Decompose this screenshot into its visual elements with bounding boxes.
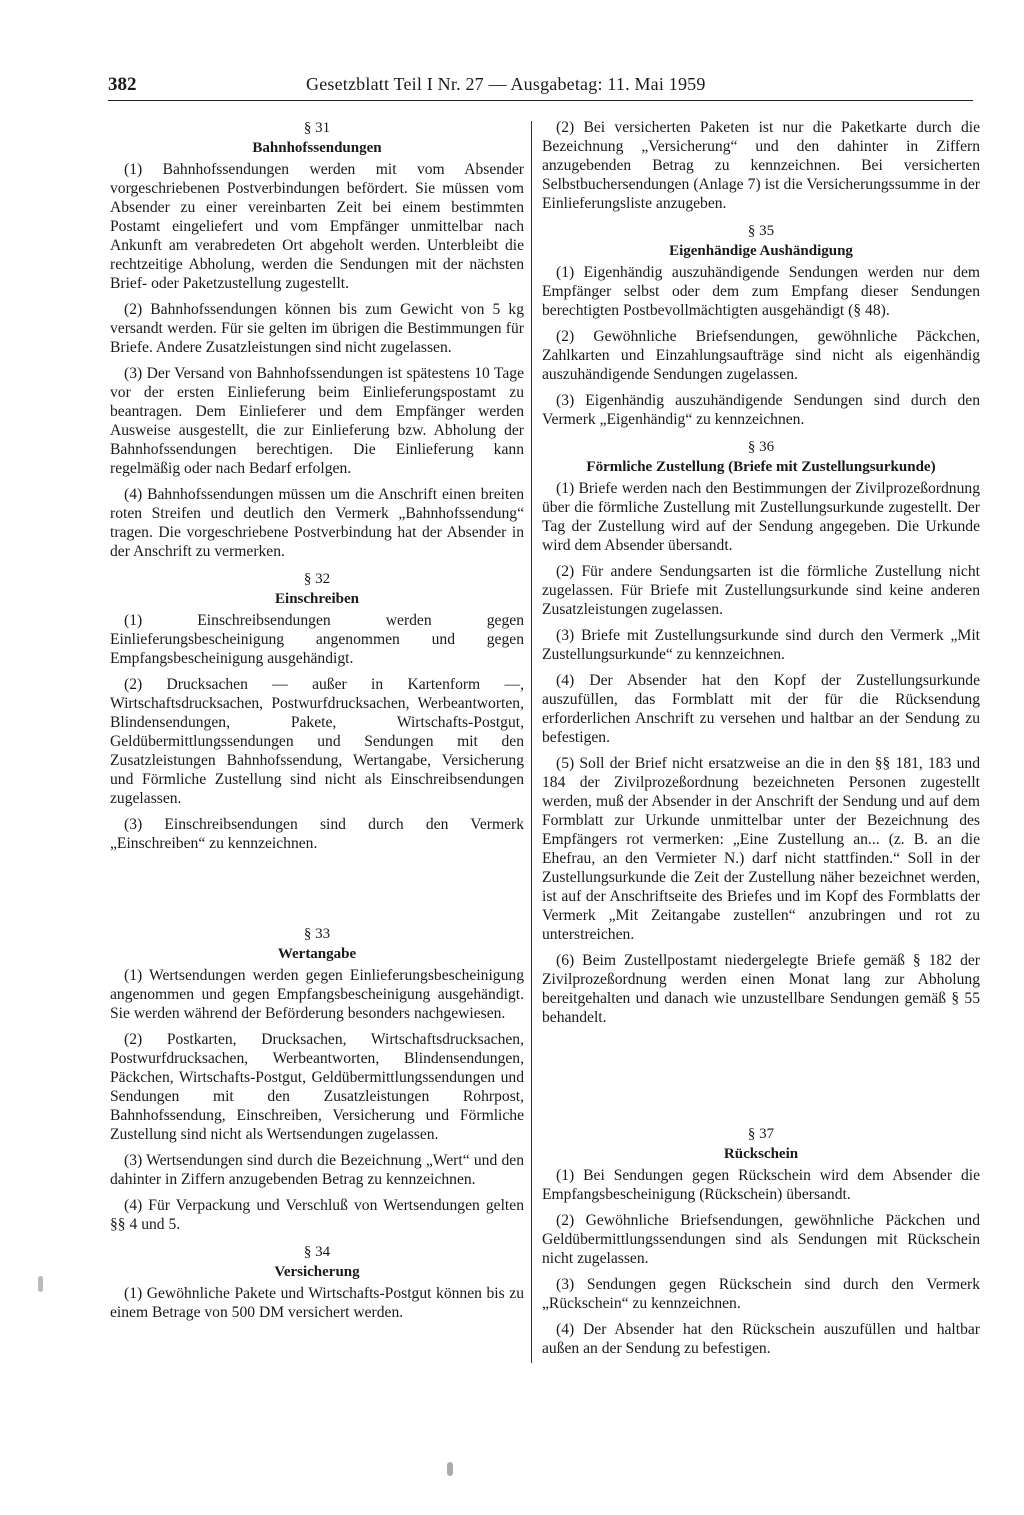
section-title: Rückschein [723,1146,799,1162]
paragraph: (3) Briefe mit Zustellungsurkunde sind durch den Vermerk „Mit Zustellungsurkunde“ zu kennzeichnen. [542,627,980,663]
section-title: Einschreiben [275,591,359,607]
paragraph: (1) Bei Sendungen gegen Rückschein wird dem Absender die Empfangsbescheinigung (Rückschein) übersandt. [542,1167,980,1203]
paragraph: (5) Soll der Brief nicht ersatzweise an die in den §§ 181, 183 und 184 der Zivilprozeßordnung bezeichneten Personen zugestellt werden, muß der Absender in der Anschrift der Sendung und auf dem Formblatt zur Urkunde unmittelbar unter der Bezeichnung des Empfängers rot vermerken: „Eine Zustellung an... (z. B. an die Ehefrau, an den Vermieter N.) darf nicht stattfinden.“ Soll in der Zustellungsurkunde die Zeit der Zustellung näher bezeichnet werden, ist auf der Anschriftseite des Briefes und im Kopf des Formblatts der Vermerk „Mit Zeitangabe zustellen“ anzubringen und rot zu unterstreichen. [542,755,980,943]
left-column [110,118,524,861]
section-31 [110,118,524,561]
paragraph: (2) Gewöhnliche Briefsendungen, gewöhnliche Päckchen, Zahlkarten und Einzahlungsaufträge sind nicht als eigenhändig auszuhändigende Sendungen zugelassen. [542,328,980,383]
section-37 [542,1124,980,1358]
paragraph: (3) Sendungen gegen Rückschein sind durch den Vermerk „Rückschein“ zu kennzeichnen. [542,1276,980,1312]
paragraph: (2) Bahnhofssendungen können bis zum Gewicht von 5 kg versandt werden. Für sie gelten im übrigen die Bestimmungen für Briefe. Andere Zusatzleistungen sind nicht zugelassen. [110,301,524,356]
section-title: Versicherung [274,1264,360,1280]
paragraph: (2) Bei versicherten Paketen ist nur die Paketkarte durch die Bezeichnung „Versicherung“ und den dahinter in Ziffern anzugebenden Betrag zu kennzeichnen. Bei versicherten Selbstbuchersendungen (Anlage 7) ist die Versicherungssumme in der Einlieferungsliste anzugeben. [542,119,980,212]
paragraph: (1) Briefe werden nach den Bestimmungen der Zivilprozeßordnung über die förmliche Zustellung mit Zustellungsurkunde zugestellt. Der Tag der Zustellung wird auf der Sendung angegeben. Die Urkunde wird dem Absender übersandt. [542,480,980,554]
section-title: Bahnhofssendungen [252,140,382,156]
paragraph: (2) Für andere Sendungsarten ist die förmliche Zustellung nicht zugelassen. Für Briefe mit Zustellungsurkunde sind keine anderen Zusatzleistungen zugelassen. [542,563,980,618]
section-title: Wertangabe [277,946,357,962]
section-title: Förmliche Zustellung (Briefe mit Zustellungsurkunde) [586,459,936,475]
page-number: 382 [108,74,137,95]
paragraph: (1) Eigenhändig auszuhändigende Sendungen werden nur dem Empfänger selbst oder dem zum Empfang dieser Sendungen berechtigten Postbevollmächtigten ausgehändigt (§ 48). [542,264,980,319]
section-34 [110,1242,524,1322]
gazette-title: Gesetzblatt Teil I Nr. 27 — Ausgabetag: 11. Mai 1959 [306,74,706,94]
section-number: § 35 [747,223,775,239]
paragraph: (4) Der Absender hat den Rückschein auszufüllen und haltbar außen an der Sendung zu befestigen. [542,1321,980,1357]
section-number: § 32 [303,571,331,587]
section-33 [110,924,524,1234]
paragraph: (1) Bahnhofssendungen werden mit vom Absender vorgeschriebenen Postverbindungen befördert. Sie müssen vom Absender zu einer vereinbarten Zeit bei einem bestimmten Postamt eingeliefert und vom Empfänger unmittelbar nach Ankunft am verabredeten Ort abgeholt werden. Unterbleibt die rechtzeitige Abholung, werden die Sendungen mit der nächsten Brief- oder Paketzustellung zugestellt. [110,161,524,292]
scan-speck [447,1462,453,1476]
paragraph: (3) Wertsendungen sind durch die Bezeichnung „Wert“ und den dahinter in Ziffern anzugebenden Betrag zu kennzeichnen. [110,1152,524,1188]
section-number: § 33 [303,926,331,942]
paragraph: (4) Bahnhofssendungen müssen um die Anschrift einen breiten roten Streifen und deutlich den Vermerk „Bahnhofssendung“ tragen. Die vorgeschriebene Postverbindung hat der Absender in der Anschrift zu vermerken. [110,486,524,560]
section-34-continued [542,118,980,213]
paragraph: (3) Der Versand von Bahnhofssendungen ist spätestens 10 Tage vor der ersten Einlieferung beim Einlieferungspostamt zu beantragen. Dem Einlieferer und dem Empfänger werden Ausweise ausgestellt, die zur Einlieferung bzw. Abholung der Bahnhofssendungen berechtigen. Die Einlieferung kann regelmäßig oder nach Bedarf erfolgen. [110,365,524,477]
section-36 [542,437,980,1027]
header-rule [108,100,973,101]
paragraph: (4) Für Verpackung und Verschluß von Wertsendungen gelten §§ 4 und 5. [110,1197,524,1233]
section-number: § 37 [747,1126,775,1142]
section-number: § 31 [303,120,331,136]
page-header [108,74,973,100]
paragraph: (1) Wertsendungen werden gegen Einlieferungsbescheinigung angenommen und gegen Empfangsbescheinigung ausgehändigt. Sie werden während der Beförderung besonders nachgewiesen. [110,967,524,1022]
right-column [542,118,980,1035]
right-column-lower [542,1124,980,1366]
section-number: § 34 [303,1244,331,1260]
scan-speck [38,1276,43,1292]
paragraph: (2) Postkarten, Drucksachen, Wirtschaftsdrucksachen, Postwurfdrucksachen, Werbeantworten, Blindensendungen, Päckchen, Wirtschafts-Postgut, Geldübermittlungssendungen und Sendungen mit den Zusatzleistungen Rohrpost, Bahnhofssendung, Einschreiben, Versicherung und Förmliche Zustellung sind nicht als Wertsendungen zugelassen. [110,1031,524,1143]
section-32 [110,569,524,853]
paragraph: (1) Gewöhnliche Pakete und Wirtschafts-Postgut können bis zu einem Betrage von 500 DM versichert werden. [110,1285,524,1321]
paragraph: (2) Gewöhnliche Briefsendungen, gewöhnliche Päckchen und Geldübermittlungssendungen sind als Sendungen mit Rückschein nicht zugelassen. [542,1212,980,1267]
paragraph: (1) Einschreibsendungen werden gegen Einlieferungsbescheinigung angenommen und gegen Empfangsbescheinigung ausgehändigt. [110,612,524,667]
paragraph: (2) Drucksachen — außer in Kartenform —, Wirtschaftsdrucksachen, Postwurfdrucksachen, Werbeantworten, Blindensendungen, Pakete, Wirtschafts-Postgut, Geldübermittlungssendungen und Sendungen mit den Zusatzleistungen Bahnhofssendung, Wertangabe, Versicherung und Förmliche Zustellung sind nicht als Einschreibsendungen zugelassen. [110,676,524,807]
left-column-lower [110,924,524,1330]
section-number: § 36 [747,439,775,455]
paragraph: (6) Beim Zustellpostamt niedergelegte Briefe gemäß § 182 der Zivilprozeßordnung werden einen Monat lang zur Abholung bereitgehalten und danach wie unzustellbare Sendungen gemäß § 55 behandelt. [542,952,980,1026]
paragraph: (4) Der Absender hat den Kopf der Zustellungsurkunde auszufüllen, das Formblatt mit der für die Rücksendung erforderlichen Anschrift zu versehen und haltbar an der Sendung zu befestigen. [542,672,980,746]
paragraph: (3) Eigenhändig auszuhändigende Sendungen sind durch den Vermerk „Eigenhändig“ zu kennzeichnen. [542,392,980,428]
column-divider [531,121,532,1363]
paragraph: (3) Einschreibsendungen sind durch den Vermerk „Einschreiben“ zu kennzeichnen. [110,816,524,852]
section-35 [542,221,980,429]
section-title: Eigenhändige Aushändigung [669,243,853,259]
